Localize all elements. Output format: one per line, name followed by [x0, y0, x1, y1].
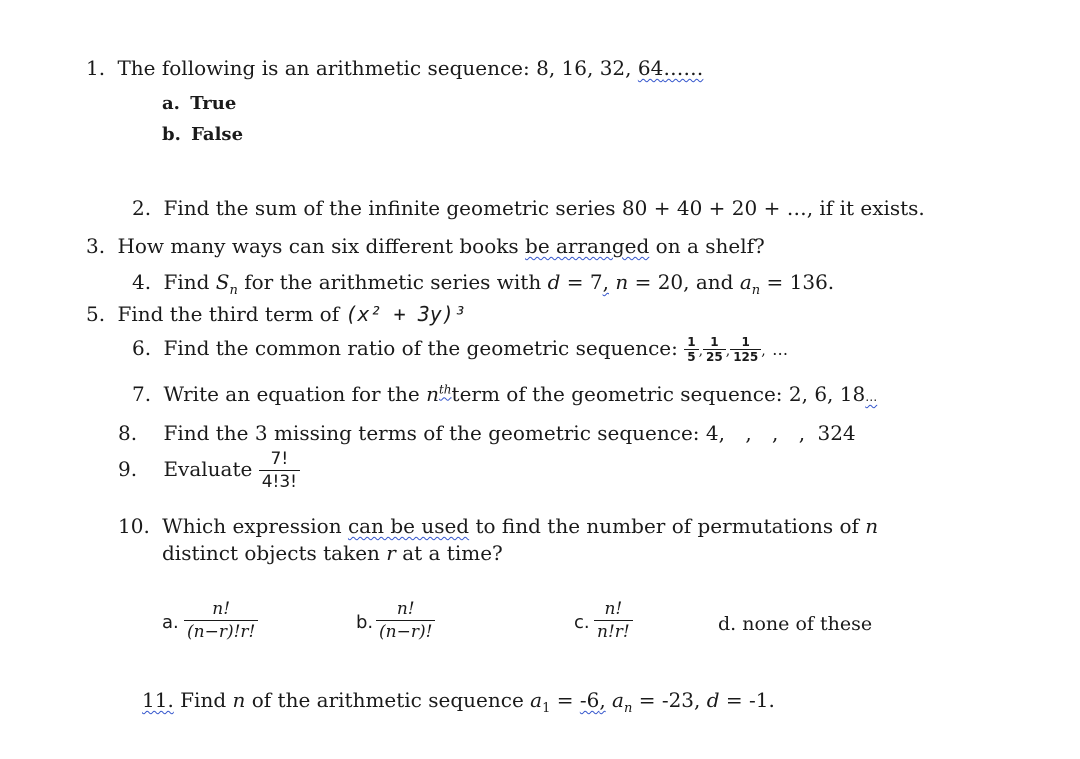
sequence-tail: 64 [637, 56, 664, 80]
question-6: 6. Find the common ratio of the geometric sequence: $\frac{1}{5}$ , $\frac{1}{25}$ , $\frac{1}{125}$ , … [132, 335, 789, 364]
flagged-phrase: be arranged [525, 234, 650, 258]
question-number: 1. [86, 56, 106, 80]
question-5 [86, 302, 466, 326]
var-r: r [386, 541, 396, 565]
question-text-mid: to find the number of permutations of [469, 514, 866, 538]
fraction-num: n! [184, 598, 258, 621]
fraction-3 [730, 335, 761, 364]
fraction-den: 5 [687, 350, 696, 364]
question-text-end: term of the geometric sequence: 2, 6, 18 [451, 382, 866, 406]
fraction-num: n! [594, 598, 633, 621]
question-text: Evaluate [163, 457, 253, 481]
question-number: 4. [132, 270, 152, 294]
option-label: a. [162, 93, 180, 114]
flagged-phrase: can be used [347, 514, 470, 538]
var-d: d [706, 688, 720, 712]
question-text: Find the sum of the infinite geometric series 80 + 40 + 20 + …, if it exists. [163, 196, 925, 220]
var-s-sub: n [229, 283, 238, 298]
expression: (x² + 3y)³ [345, 302, 466, 326]
var-n: n [426, 382, 439, 406]
fraction-den: 125 [733, 350, 759, 364]
var-a-sub: n [751, 283, 761, 298]
option-fraction [376, 598, 435, 643]
fraction-num: 1 [703, 335, 726, 350]
fraction-2 [703, 335, 726, 364]
question-7 [132, 382, 877, 409]
value-d: = -1. [719, 688, 775, 712]
var-n: n [865, 514, 879, 538]
option-text: none of these [742, 613, 873, 635]
fraction-num: 7! [259, 448, 300, 471]
question-text: Write an equation for the [163, 382, 427, 406]
question-2 [132, 196, 925, 220]
missing-term-blanks: , , , [745, 421, 806, 445]
option-label: d. [718, 613, 737, 635]
superscript-th: th [438, 382, 452, 397]
fraction-num: 1 [730, 335, 761, 350]
question-text: How many ways can six different books [117, 234, 526, 258]
question-3 [86, 234, 765, 258]
question-10 [118, 514, 878, 538]
value-d: = 7 [560, 270, 603, 294]
question-text: Find the third term of [117, 302, 346, 326]
question-text: Which expression [162, 514, 348, 538]
var-an-sub: n [623, 701, 633, 716]
option-label: c. [574, 612, 590, 633]
question-text-mid: of the arithmetic sequence [245, 688, 531, 712]
value-an: = -23, [632, 688, 707, 712]
option-b[interactable] [162, 123, 243, 147]
fraction-num: 1 [684, 335, 698, 350]
fraction-den: n!r! [597, 622, 630, 642]
question-4 [132, 270, 834, 303]
question-9 [118, 448, 300, 493]
question-text: Find the common ratio of the geometric sequence: [163, 336, 678, 360]
fraction-1 [684, 335, 698, 364]
question-10-line-2 [162, 541, 503, 565]
value-n: = 20, and [628, 270, 740, 294]
option-d[interactable] [718, 612, 872, 636]
option-a[interactable] [162, 92, 236, 116]
question-text: Find [173, 688, 233, 712]
question-number: 9. [118, 457, 138, 481]
var-an: a [605, 688, 624, 712]
var-d: d [547, 270, 561, 294]
value-a1: -6 [579, 688, 600, 712]
question-number: 5. [86, 302, 106, 326]
option-fraction [594, 598, 633, 643]
question-number: 11. [142, 688, 174, 712]
question-number: 7. [132, 382, 152, 406]
equals: = [550, 688, 580, 712]
question-number: 2. [132, 196, 152, 220]
factorial-fraction [259, 448, 300, 493]
question-text: The following is an arithmetic sequence: 8, 16, 32, [117, 56, 638, 80]
fraction-num: n! [376, 598, 435, 621]
option-text: True [190, 93, 237, 114]
var-n: n [608, 270, 629, 294]
ellipsis: …… [663, 56, 704, 80]
question-text: Find the 3 missing terms of the geometric sequence: 4, [163, 421, 725, 445]
option-label: b. [356, 612, 374, 633]
fraction-den: 4!3! [261, 472, 297, 492]
question-11 [142, 688, 775, 721]
question-text-mid: for the arithmetic series with [237, 270, 548, 294]
question-number: 10. [118, 514, 150, 538]
var-a1-sub: 1 [542, 701, 551, 716]
option-label: b. [162, 124, 181, 145]
flagged-comma: , [602, 270, 609, 294]
question-number: 6. [132, 336, 152, 360]
question-8 [118, 421, 856, 445]
value-a: = 136. [760, 270, 835, 294]
question-text: distinct objects taken [162, 541, 387, 565]
fraction-den: (n−r)!r! [187, 622, 256, 642]
var-n: n [232, 688, 246, 712]
question-text-end: at a time? [395, 541, 503, 565]
question-number: 8. [118, 421, 138, 445]
last-term: 324 [817, 421, 856, 445]
var-a1: a [530, 688, 543, 712]
fraction-den: (n−r)! [379, 622, 433, 642]
question-text-end: on a shelf? [649, 234, 765, 258]
question-text: Find [163, 270, 216, 294]
var-s: S [215, 270, 230, 294]
option-label: a. [162, 612, 179, 633]
question-1 [86, 56, 703, 80]
var-a: a [739, 270, 752, 294]
option-text: False [191, 124, 244, 145]
option-fraction [184, 598, 258, 643]
fraction-den: 25 [706, 350, 723, 364]
ellipsis: … [772, 340, 789, 359]
flagged-comma: , [599, 688, 606, 712]
ellipsis: … [865, 390, 878, 404]
question-number: 3. [86, 234, 106, 258]
